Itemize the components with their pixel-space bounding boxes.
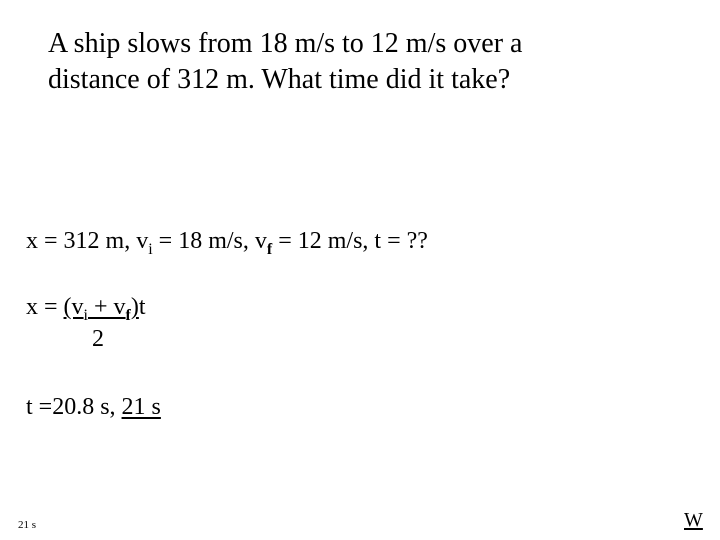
vf-subscript: f <box>266 241 273 258</box>
formula-denominator: 2 <box>92 326 104 352</box>
problem-statement <box>48 26 668 98</box>
problem-line-1: A ship slows from 18 m/s to 12 m/s over a <box>48 28 523 59</box>
numer-vi-subscript: i <box>83 307 88 324</box>
formula-numerator-line <box>26 292 146 325</box>
given-values <box>26 226 428 259</box>
answer-prefix: t =20.8 s, <box>26 394 122 420</box>
numer-plus: + v <box>88 294 126 320</box>
vi-subscript: i <box>148 241 153 258</box>
footer-answer-note: 21 s <box>18 519 37 531</box>
problem-line-2: distance of 312 m. What time did it take? <box>48 64 511 95</box>
formula-numerator <box>63 294 139 324</box>
footer-mark: W <box>684 509 703 531</box>
given-x: x = 312 m, v <box>26 228 149 254</box>
answer-rounded: 21 s <box>121 394 161 420</box>
formula-lhs: x = <box>26 294 64 320</box>
numer-vf-subscript: f <box>125 307 131 324</box>
given-vi: = 18 m/s, v <box>152 228 267 254</box>
numer-close: ) <box>130 294 139 320</box>
answer-line <box>26 392 161 422</box>
given-rest: = 12 m/s, t = ?? <box>272 228 428 254</box>
numer-open: (v <box>63 294 84 320</box>
formula-t: t <box>138 294 146 320</box>
